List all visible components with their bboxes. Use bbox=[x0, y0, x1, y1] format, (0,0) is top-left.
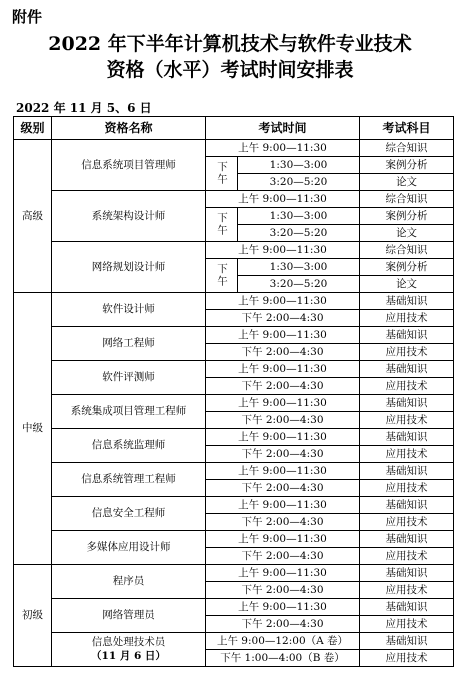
subject-cell: 案例分析 bbox=[360, 208, 454, 225]
qualification-name bbox=[52, 599, 206, 633]
morning-time: 上午 9:00—12:00（A 卷） bbox=[206, 633, 360, 650]
subject-cell: 基础知识 bbox=[360, 565, 454, 582]
table-row bbox=[14, 599, 454, 616]
subject-cell: 基础知识 bbox=[360, 361, 454, 378]
morning-time: 上午 9:00—11:30 bbox=[206, 140, 360, 157]
afternoon-label: 下午 bbox=[206, 208, 238, 242]
morning-time: 上午 9:00—11:30 bbox=[206, 242, 360, 259]
subject-cell: 基础知识 bbox=[360, 293, 454, 310]
table-row bbox=[14, 327, 454, 344]
subject-cell: 基础知识 bbox=[360, 395, 454, 412]
qualification-name: 网络工程师 bbox=[52, 327, 206, 361]
qualification-name bbox=[52, 633, 206, 667]
table-row bbox=[14, 497, 454, 514]
table-row bbox=[14, 531, 454, 548]
morning-time: 上午 9:00—11:30 bbox=[206, 531, 360, 548]
afternoon-time: 下午 2:00—4:30 bbox=[206, 378, 360, 395]
table-row bbox=[14, 395, 454, 412]
afternoon-label: 下午 bbox=[206, 157, 238, 191]
subject-cell: 论文 bbox=[360, 174, 454, 191]
table-row bbox=[14, 565, 454, 582]
qualification-name: 信息系统项目管理师 bbox=[52, 140, 206, 191]
afternoon-time: 下午 2:00—4:30 bbox=[206, 446, 360, 463]
subject-cell: 基础知识 bbox=[360, 599, 454, 616]
schedule-table bbox=[13, 116, 454, 667]
qualification-name: 信息系统监理师 bbox=[52, 429, 206, 463]
morning-time: 上午 9:00—11:30 bbox=[206, 361, 360, 378]
exam-date: 2022 年 11 月 5、6 日 bbox=[16, 101, 152, 115]
subject-cell: 应用技术 bbox=[360, 310, 454, 327]
header-level: 级别 bbox=[14, 117, 52, 140]
page-title-line1: 2022 年下半年计算机技术与软件专业技术 bbox=[48, 33, 412, 55]
afternoon-time: 下午 2:00—4:30 bbox=[206, 412, 360, 429]
attachment-label: 附件 bbox=[12, 8, 43, 26]
qualification-name: 系统架构设计师 bbox=[52, 191, 206, 242]
subject-cell: 应用技术 bbox=[360, 650, 454, 667]
qualification-name: 信息系统管理工程师 bbox=[52, 463, 206, 497]
afternoon-time-2: 3:20—5:20 bbox=[238, 225, 360, 242]
afternoon-label: 下午 bbox=[206, 259, 238, 293]
table-row bbox=[14, 633, 454, 650]
header-qualification: 资格名称 bbox=[52, 117, 206, 140]
qualification-label: 信息处理技术员 bbox=[91, 636, 166, 648]
qualification-name bbox=[52, 565, 206, 599]
level-cell-intermediate: 中级 bbox=[14, 293, 52, 565]
qualification-name: 软件设计师 bbox=[52, 293, 206, 327]
table-header-row bbox=[14, 117, 454, 140]
afternoon-time-1: 1:30—3:00 bbox=[238, 157, 360, 174]
qualification-name: 系统集成项目管理工程师 bbox=[52, 395, 206, 429]
qualification-name: 多媒体应用设计师 bbox=[52, 531, 206, 565]
level-cell-senior: 高级 bbox=[14, 140, 52, 293]
table-row bbox=[14, 361, 454, 378]
subject-cell: 综合知识 bbox=[360, 191, 454, 208]
header-subject: 考试科目 bbox=[360, 117, 454, 140]
afternoon-time: 下午 2:00—4:30 bbox=[206, 480, 360, 497]
table-row bbox=[14, 242, 454, 259]
exam-date-note: （11 月 6 日） bbox=[91, 650, 166, 662]
qualification-name: 网络规划设计师 bbox=[52, 242, 206, 293]
subject-cell: 应用技术 bbox=[360, 446, 454, 463]
qualification-label: 网络管理员 bbox=[102, 609, 155, 621]
subject-cell: 应用技术 bbox=[360, 582, 454, 599]
morning-time: 上午 9:00—11:30 bbox=[206, 599, 360, 616]
afternoon-time: 下午 2:00—4:30 bbox=[206, 548, 360, 565]
subject-cell: 基础知识 bbox=[360, 463, 454, 480]
afternoon-time: 下午 1:00—4:00（B 卷） bbox=[206, 650, 360, 667]
subject-cell: 应用技术 bbox=[360, 378, 454, 395]
qualification-name: 信息安全工程师 bbox=[52, 497, 206, 531]
afternoon-time: 下午 2:00—4:30 bbox=[206, 616, 360, 633]
page-title-line2: 资格（水平）考试时间安排表 bbox=[106, 59, 354, 81]
subject-cell: 基础知识 bbox=[360, 327, 454, 344]
morning-time: 上午 9:00—11:30 bbox=[206, 327, 360, 344]
qualification-name: 软件评测师 bbox=[52, 361, 206, 395]
table-row bbox=[14, 191, 454, 208]
subject-cell: 应用技术 bbox=[360, 344, 454, 361]
level-cell-junior: 初级 bbox=[14, 565, 52, 667]
subject-cell: 基础知识 bbox=[360, 633, 454, 650]
morning-time: 上午 9:00—11:30 bbox=[206, 191, 360, 208]
morning-time: 上午 9:00—11:30 bbox=[206, 565, 360, 582]
subject-cell: 综合知识 bbox=[360, 140, 454, 157]
afternoon-time-2: 3:20—5:20 bbox=[238, 276, 360, 293]
subject-cell: 应用技术 bbox=[360, 480, 454, 497]
afternoon-time-1: 1:30—3:00 bbox=[238, 208, 360, 225]
subject-cell: 综合知识 bbox=[360, 242, 454, 259]
subject-cell: 应用技术 bbox=[360, 616, 454, 633]
subject-cell: 案例分析 bbox=[360, 157, 454, 174]
subject-cell: 应用技术 bbox=[360, 514, 454, 531]
morning-time: 上午 9:00—11:30 bbox=[206, 395, 360, 412]
subject-cell: 论文 bbox=[360, 276, 454, 293]
table-row bbox=[14, 293, 454, 310]
afternoon-time: 下午 2:00—4:30 bbox=[206, 310, 360, 327]
subject-cell: 基础知识 bbox=[360, 429, 454, 446]
header-time: 考试时间 bbox=[206, 117, 360, 140]
afternoon-time: 下午 2:00—4:30 bbox=[206, 582, 360, 599]
table-row bbox=[14, 140, 454, 157]
qualification-label: 程序员 bbox=[112, 575, 145, 587]
afternoon-time: 下午 2:00—4:30 bbox=[206, 514, 360, 531]
subject-cell: 基础知识 bbox=[360, 497, 454, 514]
schedule-body bbox=[14, 140, 454, 667]
morning-time: 上午 9:00—11:30 bbox=[206, 293, 360, 310]
afternoon-time-2: 3:20—5:20 bbox=[238, 174, 360, 191]
subject-cell: 应用技术 bbox=[360, 412, 454, 429]
subject-cell: 基础知识 bbox=[360, 531, 454, 548]
morning-time: 上午 9:00—11:30 bbox=[206, 429, 360, 446]
morning-time: 上午 9:00—11:30 bbox=[206, 463, 360, 480]
subject-cell: 应用技术 bbox=[360, 548, 454, 565]
afternoon-time: 下午 2:00—4:30 bbox=[206, 344, 360, 361]
morning-time: 上午 9:00—11:30 bbox=[206, 497, 360, 514]
subject-cell: 案例分析 bbox=[360, 259, 454, 276]
afternoon-time-1: 1:30—3:00 bbox=[238, 259, 360, 276]
table-row bbox=[14, 463, 454, 480]
subject-cell: 论文 bbox=[360, 225, 454, 242]
table-row bbox=[14, 429, 454, 446]
